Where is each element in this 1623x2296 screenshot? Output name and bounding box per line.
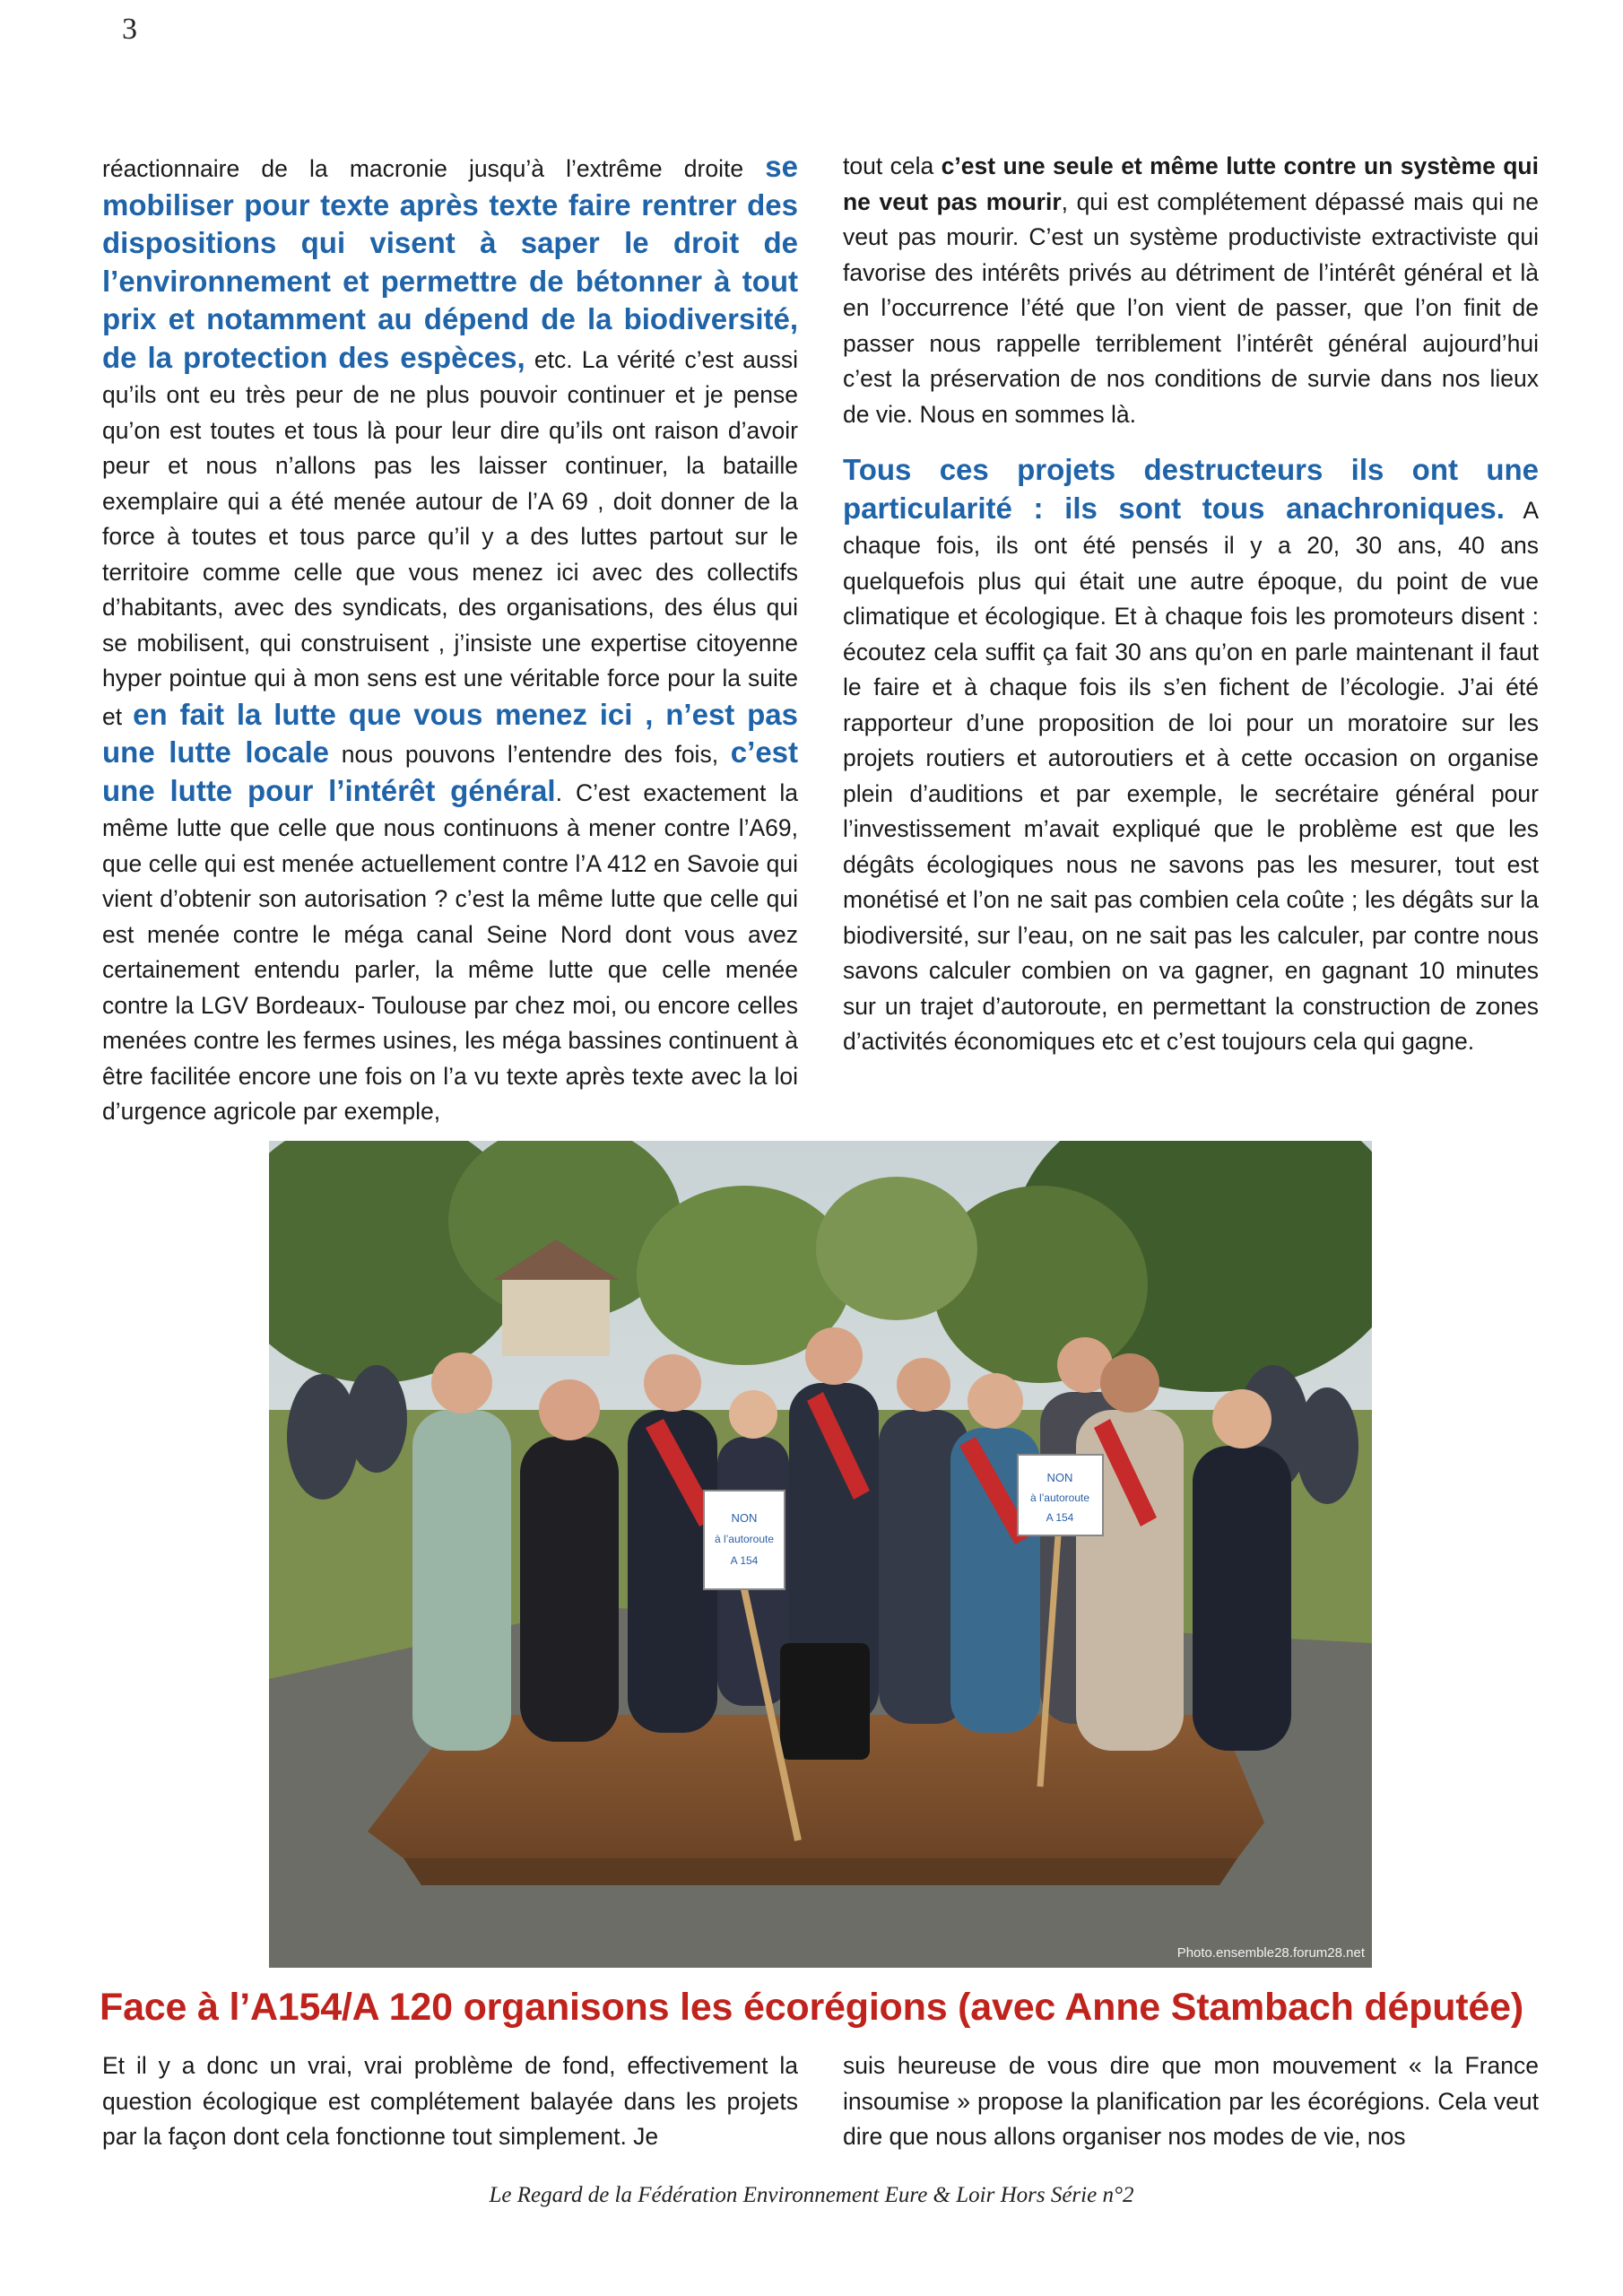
- right-column: [843, 149, 1539, 1060]
- sign-left-line1: NON: [731, 1511, 758, 1525]
- sign-right-line3: A 154: [1046, 1511, 1074, 1524]
- text-run: A chaque fois, ils ont été pensés il y a 20, 30 ans, 40 ans quelquefois plus qui était une autre époque, du point de vue climatique et écologique. Et à chaque fois les promoteurs disent : écoutez cela suffit ça fait 30 ans qu’on en parle maintenant il faut le faire et à chaque fois ils s’en fichent de l’écologie. J’ai été rapporteur d’une proposition de loi pour un moratoire sur les projets routiers et autoroutiers et à cette occasion on organise plein d’auditions et par exemple, le secrétaire général pour l’investissement m’avait expliqué que le problème est que les dégâts écologiques nous ne savons pas les mesurer, tout est monétisé et l’on ne sait pas combien cela coûte ; les dégâts sur la biodiversité, sur l’eau, on ne sait pas les calculer, par contre nous savons calculer combien on va gagner, en gagnant 10 minutes sur un trajet d’autoroute, en permettant la construction de zones d’activités économiques etc et c’est toujours cela qui gagne.: [843, 496, 1540, 1055]
- sign-left-line3: A 154: [730, 1554, 759, 1567]
- left-column-paragraph: [102, 149, 798, 1130]
- right-column-paragraph-1: [843, 149, 1539, 432]
- highlight-run: en fait la lutte que vous menez ici , n’est pas une lutte locale: [102, 697, 799, 769]
- text-run: réactionnaire de la macronie jusqu’à l’extrême droite: [102, 155, 766, 182]
- left-column: [102, 149, 798, 1130]
- bottom-right-column: [843, 2048, 1539, 2155]
- text-run: etc. La vérité c’est aussi qu’ils ont eu très peur de ne plus pouvoir continuer et je pense qu’on est toutes et tous là pour leur dire qu’ils ont raison d’avoir peur et nous n’allons pas les laisser continuer, la bataille exemplaire qui a été menée autour de l’A 69 , doit donner de la force à toutes et tous parce qu’il y a des luttes partout sur le territoire comme celle que vous menez ici avec des collectifs d’habitants, avec des syndicats, des organisations, des élus qui se mobilisent, qui construisent , j’insiste une expertise citoyenne hyper pointue qui à mon sens est une véritable force pour la suite et: [102, 345, 799, 730]
- text-run: tout cela: [843, 152, 942, 179]
- bottom-right-paragraph: suis heureuse de vous dire que mon mouvement « la France insoumise » propose la planification par les écorégions. Cela veut dire que nous allons organiser nos modes de vie, nos: [843, 2052, 1539, 2150]
- rally-photo-illustration: [269, 1141, 1372, 1968]
- footer: Le Regard de la Fédération Environnement Eure & Loir Hors Série n°2: [489, 2183, 1134, 2207]
- highlight-run: c’est une lutte pour l’intérêt général: [102, 735, 799, 807]
- sign-left-line2: à l’autoroute: [714, 1533, 775, 1545]
- bottom-left-column: [102, 2048, 798, 2155]
- text-run: nous pouvons l’entendre des fois,: [328, 741, 731, 768]
- text-run: , qui est complétement dépassé mais qui ne veut pas mourir. C’est un système productiviste extractiviste qui favorise des intérêts privés au détriment de l’intérêt général et là en l’occurrence l’été que l’on vient de passer, que l’on finit de passer nous rappelle terriblement l’intérêt général aujourd’hui c’est la préservation de nos conditions de survie dans nos lieux de vie. Nous en sommes là.: [843, 187, 1539, 428]
- photo-credit: Photo.ensemble28.forum28.net: [1176, 1945, 1365, 1961]
- bottom-left-paragraph: Et il y a donc un vrai, vrai problème de fond, effectivement la question écologique est complétement balayée dans les projets par la façon dont cela fonctionne tout simplement. Je: [102, 2052, 798, 2150]
- section-title: Face à l’A154/A 120 organisons les écorégions (avec Anne Stambach députée): [100, 1986, 1523, 2029]
- rally-photo: [269, 1141, 1372, 1968]
- page-number: 3: [122, 13, 137, 46]
- sign-right-line2: à l’autoroute: [1029, 1492, 1090, 1504]
- highlight-run: Tous ces projets destructeurs ils ont une particularité : ils sont tous anachroniques.: [843, 453, 1539, 525]
- sign-right-line1: NON: [1046, 1471, 1073, 1484]
- bold-run: c’est une seule et même lutte contre un système qui ne veut pas mourir: [843, 152, 1539, 215]
- right-column-paragraph-2: [843, 452, 1539, 1060]
- text-run: . C’est exactement la même lutte que celle que nous continuons à mener contre l’A69, que celle qui est menée actuellement contre l’A 412 en Savoie qui vient d’obtenir son autorisation ? c’est la même lutte que celle qui est menée contre le méga canal Seine Nord dont vous avez certainement entendu parler, la même lutte que celle menée contre la LGV Bordeaux- Toulouse par chez moi, ou encore celles menées contre les fermes usines, les méga bassines continuent à être facilitée encore une fois on l’a vu texte après texte avec la loi d’urgence agricole par exemple,: [102, 778, 798, 1125]
- highlight-run: se mobiliser pour texte après texte faire rentrer des dispositions qui visent à saper le droit de l’environnement et permettre de bétonner à tout prix et notamment au dépend de la biodiversité, de la protection des espèces,: [102, 150, 798, 374]
